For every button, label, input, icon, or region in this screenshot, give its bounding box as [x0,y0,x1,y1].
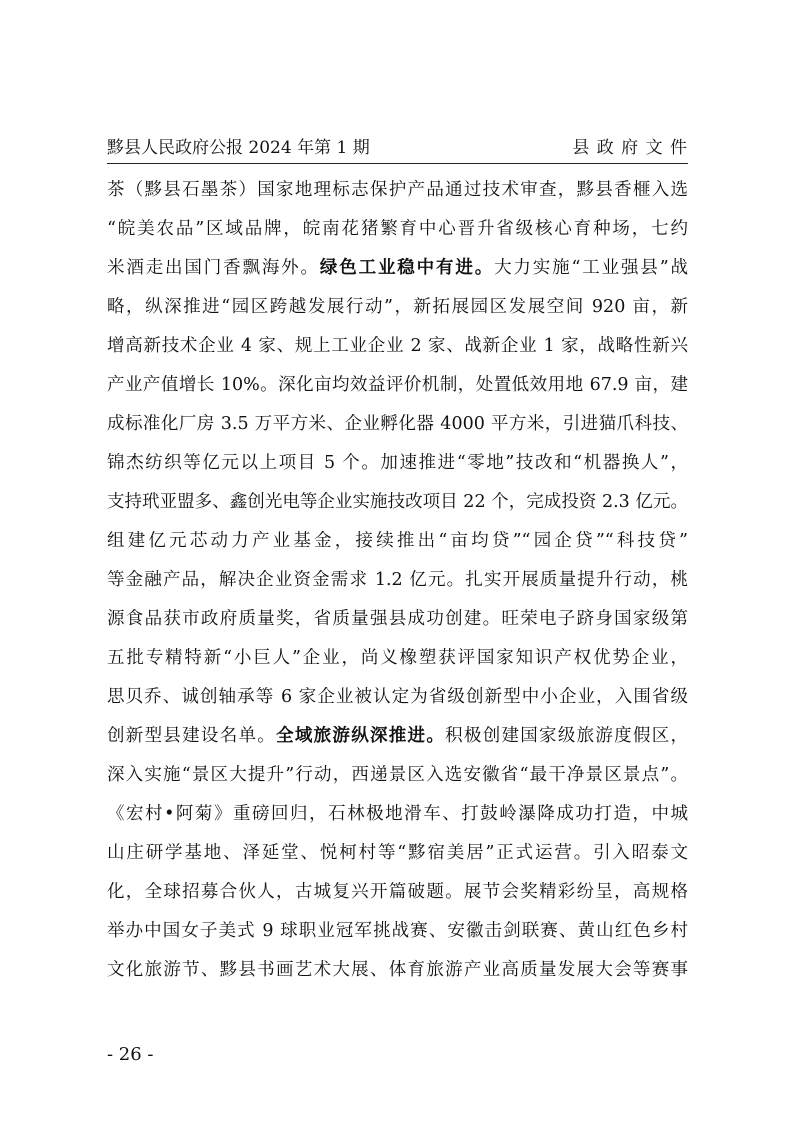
body-line: 源食品获市政府质量奖，省质量强县成功创建。旺荣电子跻身国家级第 [107,609,688,629]
header-publication-title: 黟县人民政府公报 2024 年第 1 期 [107,138,370,158]
header-rule [107,163,688,164]
page-number: - 26 - [107,1044,154,1065]
body-line: 文化旅游节、黟县书画艺术大展、体育旅游产业高质量发展大会等赛事 [107,960,688,980]
body-line: 锦杰纺织等亿元以上项目 5 个。加速推进“零地”技改和“机器换人”， [107,453,688,473]
body-line [107,717,688,756]
body-line [107,249,688,288]
body-line-text: 积极创建国家级旅游度假区， [445,726,689,746]
body-line: 深入实施“景区大提升”行动，西递景区入选安徽省“最干净景区景点”。 [107,765,688,785]
body-line: 五批专精特新“小巨人”企业，尚义橡塑获评国家知识产权优势企业， [107,648,688,668]
body-line: 组建亿元芯动力产业基金，接续推出“亩均贷”“园企贷”“科技贷” [107,531,688,551]
body-line: 《宏村•阿菊》重磅回归，石林极地滑车、打鼓岭瀑降成功打造，中城 [107,804,688,824]
body-line: 茶（黟县石墨茶）国家地理标志保护产品通过技术审查，黟县香榧入选 [107,180,688,200]
body-line: 支持玳亚盟多、鑫创光电等企业实施技改项目 22 个，完成投资 2.3 亿元。 [107,492,688,512]
body-line-text: 米酒走出国门香飘海外。 [107,258,320,278]
page-header [107,136,688,160]
body-line: 产业产值增长 10%。深化亩均效益评价机制，处置低效用地 67.9 亩，建 [107,375,688,395]
section-heading-green-industry: 绿色工业稳中有进。 [319,258,495,278]
document-body [107,171,688,990]
body-line: 等金融产品，解决企业资金需求 1.2 亿元。扎实开展质量提升行动，桃 [107,570,688,590]
body-line: 化，全球招募合伙人，古城复兴开篇破题。展节会奖精彩纷呈，高规格 [107,882,688,902]
header-section-label: 县 政 府 文 件 [572,138,688,158]
body-line: 举办中国女子美式 9 球职业冠军挑战赛、安徽击剑联赛、黄山红色乡村 [107,921,688,941]
body-line: “皖美农品”区域品牌，皖南花猪繁育中心晋升省级核心育种场，七约 [107,219,688,239]
body-line: 略，纵深推进“园区跨越发展行动”，新拓展园区发展空间 920 亩，新 [107,297,688,317]
body-line: 成标准化厂房 3.5 万平方米、企业孵化器 4000 平方米，引进猫爪科技、 [107,414,688,434]
body-line: 增高新技术企业 4 家、规上工业企业 2 家、战新企业 1 家，战略性新兴 [107,336,688,356]
body-line: 思贝乔、诚创轴承等 6 家企业被认定为省级创新型中小企业，入围省级 [107,687,688,707]
body-line: 山庄研学基地、泽延堂、悦柯村等“黟宿美居”正式运营。引入昭泰文 [107,843,688,863]
body-line-text: 创新型县建设名单。 [107,726,277,746]
body-line-text: 大力实施“工业强县”战 [494,258,689,278]
section-heading-tourism: 全域旅游纵深推进。 [276,726,446,746]
